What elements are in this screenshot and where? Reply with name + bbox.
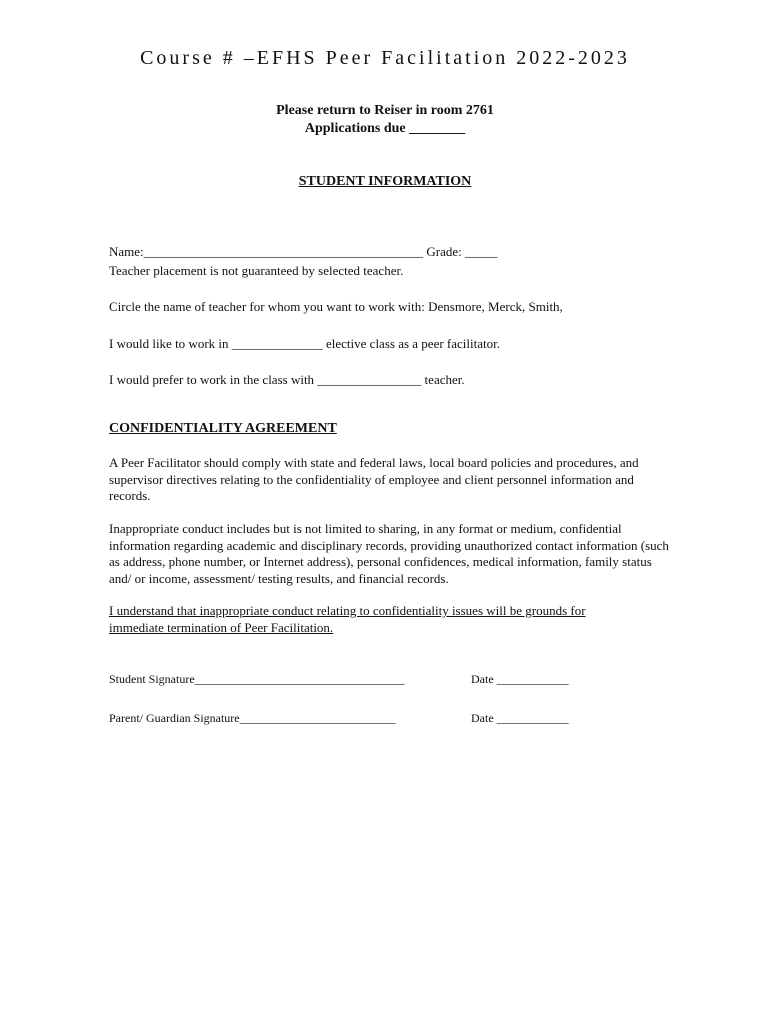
placement-note: Teacher placement is not guaranteed by selected teacher. <box>109 263 404 278</box>
student-date-line: Date ____________ <box>471 672 569 686</box>
parent-date-line: Date ____________ <box>471 711 569 725</box>
student-info-heading: STUDENT INFORMATION <box>298 174 472 189</box>
elective-line: I would like to work in ______________ elective class as a peer facilitator. <box>109 336 500 351</box>
confidentiality-paragraph-2: Inappropriate conduct includes but is not limited to sharing, in any format or medium, confidential information regarding academic and disciplinary records, providing unauthorized contact information (such as address, phone number, or Internet address), personal confidences, medical information, family status and/ or income, assessment/ testing results, and financial records. <box>109 521 669 586</box>
confidentiality-paragraph-1: A Peer Facilitator should comply with state and federal laws, local board policies and procedures, and supervisor directives relating to the confidentiality of employee and client personnel information and records. <box>109 455 639 503</box>
return-instructions: Please return to Reiser in room 2761 <box>276 103 494 118</box>
parent-signature-line: Parent/ Guardian Signature__________________________ <box>109 711 396 725</box>
name-grade-line: Name:___________________________________________ Grade: _____ <box>109 244 498 259</box>
circle-teacher-line: Circle the name of teacher for whom you want to work with: Densmore, Merck, Smith, <box>109 299 563 314</box>
applications-due: Applications due ________ <box>304 121 466 136</box>
confidentiality-heading: CONFIDENTIALITY AGREEMENT <box>109 421 337 436</box>
confidentiality-acknowledgement: I understand that inappropriate conduct relating to confidentiality issues will be grounds for immediate termination of Peer Facilitation. <box>109 603 586 635</box>
student-signature-line: Student Signature___________________________________ <box>109 672 405 686</box>
page-title: Course # –EFHS Peer Facilitation 2022-2023 <box>140 47 630 69</box>
prefer-teacher-line: I would prefer to work in the class with ________________ teacher. <box>109 372 465 387</box>
